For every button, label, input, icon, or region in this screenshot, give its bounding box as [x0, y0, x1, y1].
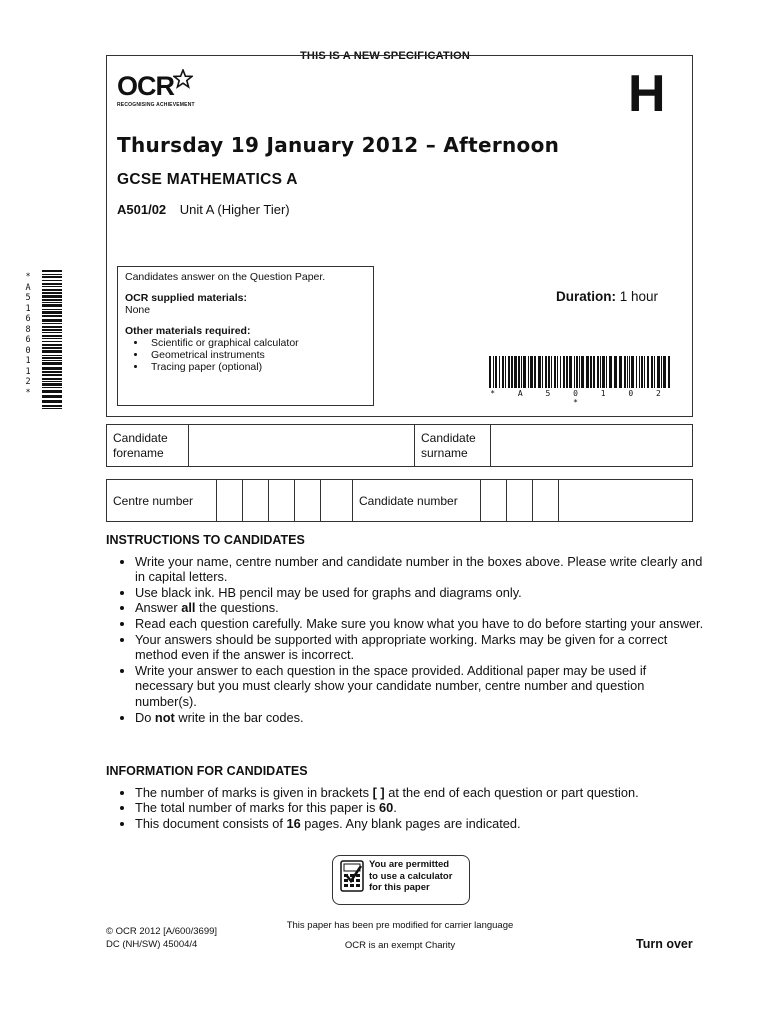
information-section	[106, 764, 706, 831]
charity-notice: OCR is an exempt Charity	[344, 940, 456, 951]
barcode-bar	[631, 356, 634, 388]
barcode-bar	[614, 356, 617, 388]
barcode-bar	[42, 323, 62, 324]
barcode-bar	[42, 292, 62, 294]
barcode-bar	[593, 356, 595, 388]
barcode-bar	[42, 357, 62, 359]
barcode-bar	[636, 356, 637, 388]
forename-field[interactable]	[189, 425, 415, 467]
barcode-bar	[499, 356, 500, 388]
supplied-value: None	[125, 304, 151, 316]
list-item: • Write your name, centre number and candidate number in the boxes above. Please write clearly and in capital letters.	[135, 554, 706, 585]
candidate-number-digit-box[interactable]	[559, 480, 693, 522]
tier-letter: H	[628, 65, 666, 123]
list-item: • The total number of marks for this paper is 60.	[135, 800, 706, 816]
subject-title: GCSE MATHEMATICS A	[117, 171, 298, 188]
barcode-bar	[657, 356, 660, 388]
barcode-bar	[42, 341, 62, 342]
barcode-bar	[42, 374, 62, 376]
barcode-bar	[42, 289, 62, 291]
barcode-bar	[505, 356, 506, 388]
instructions-heading: INSTRUCTIONS TO CANDIDATES	[106, 533, 305, 547]
barcode-bar	[42, 395, 62, 398]
candidate-number-table	[106, 479, 693, 522]
materials-intro: Candidates answer on the Question Paper.	[125, 271, 326, 283]
barcode-bar	[42, 302, 62, 303]
turn-over: Turn over	[636, 937, 693, 951]
surname-field[interactable]	[491, 425, 693, 467]
barcode-bar	[581, 356, 584, 388]
barcode-bar	[42, 338, 62, 339]
barcode-bar	[590, 356, 592, 388]
exam-date: Thursday 19 January 2012 – Afternoon	[117, 133, 560, 157]
barcode-bar	[493, 356, 494, 388]
information-heading: INFORMATION FOR CANDIDATES	[106, 764, 308, 778]
barcode-bar	[609, 356, 612, 388]
list-item: • Write your answer to each question in the space provided. Additional paper may be used if necessary but you must clearly show your candidate number, centre number and question number(s).	[135, 663, 706, 710]
forename-label-line: forename	[113, 445, 164, 460]
list-item: • Read each question carefully. Make sure you know what you have to do before starting your answer.	[135, 616, 706, 632]
barcode-bar	[548, 356, 550, 388]
barcode-bar	[563, 356, 565, 388]
barcode-bar	[42, 381, 62, 382]
modified-notice: This paper has been pre modified for carrier language	[286, 920, 514, 931]
copyright: © OCR 2012 [A/600/3699]	[106, 926, 218, 937]
logo-tagline: RECOGNISING ACHIEVEMENT	[117, 102, 195, 108]
barcode-bar	[619, 356, 622, 388]
list-item: • Tracing paper (optional)	[147, 361, 366, 373]
barcode-bar	[661, 356, 662, 388]
barcode-bar	[551, 356, 552, 388]
barcode-bar	[554, 356, 556, 388]
centre-number-digit-box[interactable]	[321, 480, 353, 522]
barcode-bar	[42, 299, 62, 301]
barcode-bar	[42, 405, 62, 407]
barcode-bar	[576, 356, 578, 388]
barcode-bar	[574, 356, 575, 388]
barcode-bar	[42, 387, 62, 388]
surname-label	[415, 425, 491, 467]
list-item: • Geometrical instruments	[147, 349, 366, 361]
list-item: • This document consists of 16 pages. Any blank pages are indicated.	[135, 816, 706, 832]
barcode-bar	[641, 356, 643, 388]
barcode-char: 2	[25, 377, 31, 387]
instructions-list	[106, 554, 706, 726]
information-list	[106, 785, 706, 832]
barcode-bar	[521, 356, 522, 388]
barcode-bar	[534, 356, 536, 388]
barcode-bar	[668, 356, 670, 388]
list-item: • Answer all the questions.	[135, 600, 706, 616]
barcode-bar	[42, 350, 62, 353]
list-item: • Use black ink. HB pencil may be used for graphs and diagrams only.	[135, 585, 706, 601]
barcode-bar	[42, 378, 62, 380]
barcode-bar	[514, 356, 517, 388]
barcode-bar	[42, 362, 62, 365]
barcode-bar	[502, 356, 504, 388]
barcode-char: *	[25, 272, 31, 282]
calculator-icon	[340, 860, 364, 892]
logo-text: OCR	[117, 71, 174, 101]
barcode-bar	[42, 390, 62, 393]
list-item: • Do not write in the bar codes.	[135, 710, 706, 726]
barcode-bar	[606, 356, 607, 388]
duration-value: 1 hour	[619, 289, 659, 304]
barcode-bar	[42, 329, 62, 331]
spec-notice: THIS IS A NEW SPECIFICATION	[300, 50, 470, 62]
barcode-bar	[42, 383, 62, 386]
candidate-number-digit-box[interactable]	[533, 480, 559, 522]
list-item: • Your answers should be supported with appropriate working. Marks may be given for a correct method even if the answer is incorrect.	[135, 632, 706, 663]
unit-code: A501/02	[117, 202, 167, 217]
calculator-notice-text	[369, 859, 452, 894]
barcode-bar	[654, 356, 655, 388]
barcode-bar	[42, 400, 62, 403]
barcode-char: 6	[25, 335, 31, 345]
materials-box	[117, 266, 374, 406]
barcode-char: 1	[25, 356, 31, 366]
barcode-bar	[42, 344, 62, 346]
barcode-bar	[489, 356, 491, 388]
required-heading: Other materials required:	[125, 325, 251, 337]
barcode-bar	[42, 355, 62, 356]
barcode-char: 5	[25, 293, 31, 303]
barcode-bar	[597, 356, 599, 388]
unit-name: Unit A (Higher Tier)	[179, 202, 290, 217]
candidate-number-digit-box[interactable]	[481, 480, 507, 522]
barcode-bar	[602, 356, 605, 388]
centre-number-label: Centre number	[107, 480, 217, 522]
barcode-bar	[542, 356, 543, 388]
barcode-bar	[495, 356, 497, 388]
barcode-left	[42, 270, 62, 410]
forename-label-line: Candidate	[113, 430, 168, 445]
barcode-bar	[651, 356, 653, 388]
barcode-bar	[627, 356, 628, 388]
barcode-bar	[566, 356, 568, 388]
barcode-bar	[528, 356, 529, 388]
barcode-bar	[629, 356, 630, 388]
barcode-char: 1	[25, 366, 31, 377]
candidate-number-digit-box[interactable]	[507, 480, 533, 522]
barcode-bar	[624, 356, 626, 388]
barcode-bar	[42, 283, 62, 285]
barcode-bar	[511, 356, 513, 388]
barcode-bar	[600, 356, 601, 388]
barcode-bar	[538, 356, 541, 388]
instructions-section	[106, 533, 706, 725]
barcode-bar	[560, 356, 561, 388]
list-item: • The number of marks is given in brackets [ ] at the end of each question or part question.	[135, 785, 706, 801]
surname-label-line: Candidate	[421, 430, 476, 445]
document-ref: DC (NH/SW) 45004/4	[106, 938, 198, 950]
barcode-bar	[639, 356, 640, 388]
barcode-bar	[42, 408, 62, 409]
barcode-bar	[42, 309, 62, 310]
ocr-logo	[117, 72, 195, 108]
barcode-bar	[42, 286, 62, 287]
unit-line	[117, 202, 290, 217]
barcode-bar	[42, 332, 62, 333]
barcode-right-text: * A 5 0 1 0 2 *	[490, 389, 670, 407]
star-icon	[173, 69, 193, 89]
calculator-notice-line: to use a calculator	[369, 870, 453, 882]
barcode-bar	[42, 371, 62, 373]
duration-label: Duration:	[556, 289, 616, 304]
barcode-bar	[569, 356, 572, 388]
barcode-bar	[42, 326, 62, 328]
barcode-bar	[518, 356, 520, 388]
barcode-right	[489, 356, 671, 388]
barcode-char: 6	[25, 314, 31, 324]
barcode-bar	[557, 356, 558, 388]
barcode-bar	[545, 356, 547, 388]
barcode-bar	[644, 356, 645, 388]
centre-number-digit-box[interactable]	[269, 480, 295, 522]
barcode-bar	[42, 360, 62, 361]
barcode-bar	[42, 274, 62, 275]
barcode-bar	[42, 270, 62, 272]
barcode-char: A	[25, 282, 31, 293]
barcode-bar	[42, 311, 62, 314]
candidate-number-label: Candidate number	[353, 480, 481, 522]
barcode-left-text	[22, 272, 34, 398]
barcode-char: 8	[25, 324, 31, 335]
barcode-bar	[42, 295, 62, 298]
centre-number-digit-box[interactable]	[243, 480, 269, 522]
calculator-notice-line: You are permitted	[369, 859, 450, 870]
surname-label-line: surname	[421, 445, 468, 460]
centre-number-digit-box[interactable]	[217, 480, 243, 522]
centre-number-digit-box[interactable]	[295, 480, 321, 522]
barcode-bar	[42, 304, 62, 307]
barcode-bar	[586, 356, 589, 388]
barcode-bar	[530, 356, 533, 388]
candidate-name-table	[106, 424, 693, 467]
barcode-char: *	[25, 387, 31, 398]
barcode-bar	[42, 319, 62, 322]
barcode-bar	[647, 356, 649, 388]
barcode-bar	[523, 356, 526, 388]
barcode-bar	[42, 367, 62, 370]
barcode-bar	[579, 356, 580, 388]
calculator-notice-line: for this paper	[369, 882, 430, 893]
barcode-char: 0	[25, 345, 31, 356]
barcode-bar	[42, 335, 62, 337]
barcode-char: 1	[25, 303, 31, 314]
barcode-bar	[42, 315, 62, 317]
barcode-bar	[663, 356, 666, 388]
forename-label	[107, 425, 189, 467]
barcode-bar	[42, 280, 62, 281]
supplied-heading: OCR supplied materials:	[125, 292, 247, 304]
barcode-bar	[42, 347, 62, 349]
barcode-bar	[42, 276, 62, 278]
barcode-bar	[508, 356, 510, 388]
list-item: • Scientific or graphical calculator	[147, 337, 366, 349]
required-list	[125, 337, 366, 373]
duration	[556, 289, 658, 304]
